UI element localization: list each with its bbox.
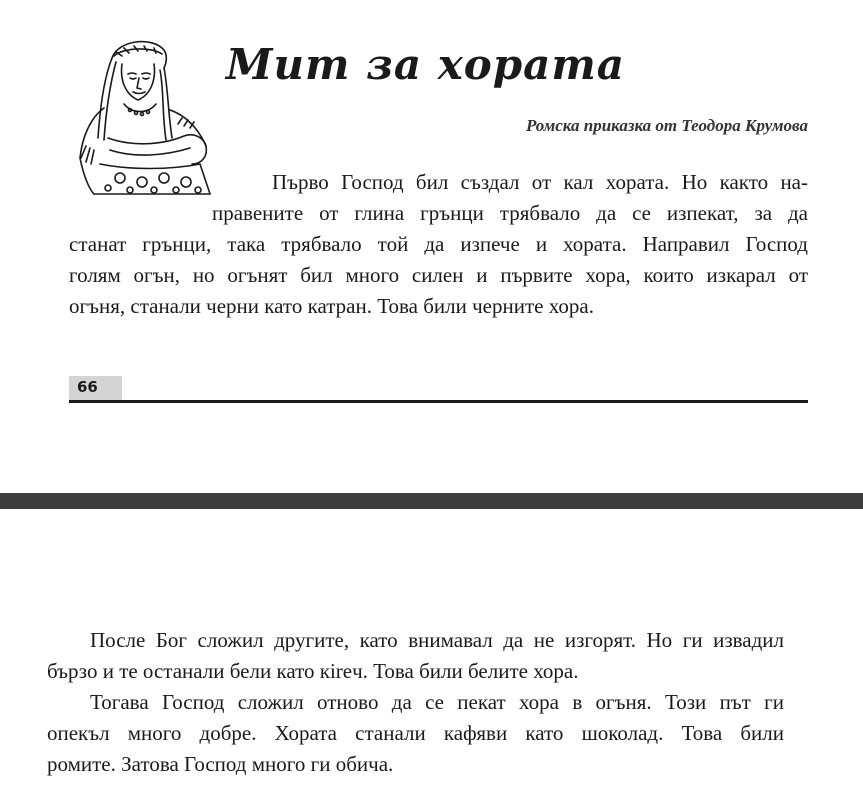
page-separator [0,493,863,509]
text-line: Първо Господ бил създал от кал хората. Но както на- [272,170,808,194]
text-line: правените от глина грънци трябвало да се изпекат, за да [212,201,808,225]
text-line: Тогава Господ сложил отново да се пекат хора в огъня. Този път ги [90,690,784,714]
footer-rule [69,400,808,403]
page-title: Мит за хората [226,40,626,89]
story-subtitle: Ромска приказка от Теодора Крумова [525,116,808,135]
roma-woman-illustration-icon [60,28,220,198]
text-line: голям огън, но огънят бил много силен и първите хора, които изкарал от [69,263,808,287]
text-line: станат грънци, така трябвало той да изпече и хората. Направил Господ [69,232,808,256]
page-number-box [69,376,122,400]
text-line: опекъл много добре. Хората станали кафяви като шоколад. Това били [47,721,784,745]
bottom-page [0,509,863,807]
text-line: бързо и те останали бели като кireч. Това били белите хора. [47,659,579,683]
text-line: После Бог сложил другите, като внимавал да не изгорят. Но ги извадил [90,628,784,652]
page-number: 66 [77,378,98,396]
text-line: огъня, станали черни като катран. Това били черните хора. [69,294,594,318]
text-line: ромите. Затова Господ много ги обича. [47,752,394,776]
